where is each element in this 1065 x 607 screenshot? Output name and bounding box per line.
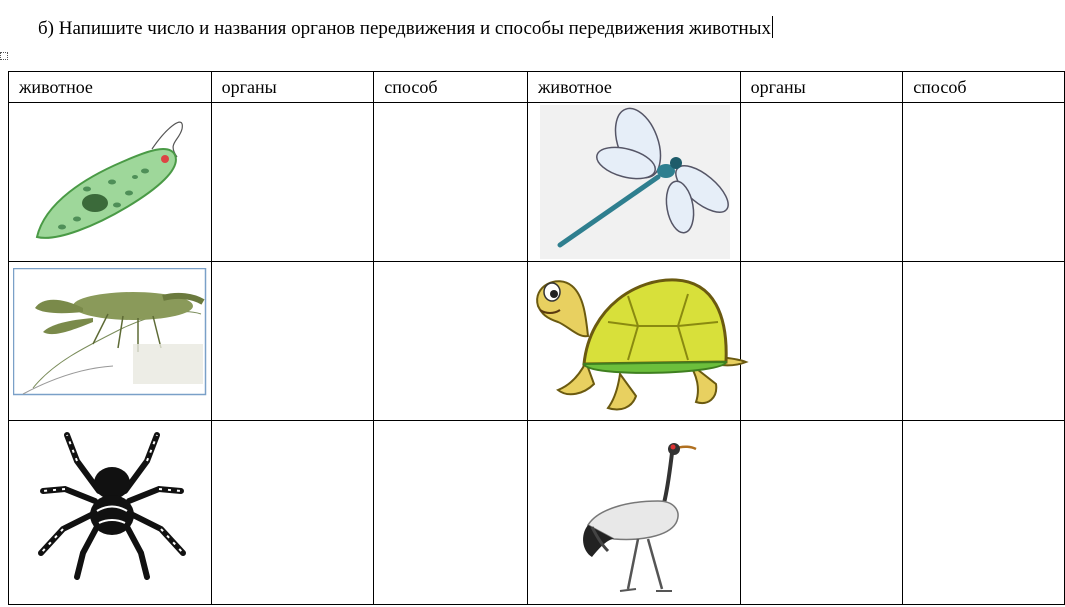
table-row xyxy=(9,262,1065,421)
animal-cell xyxy=(528,262,741,421)
euglena-icon xyxy=(17,107,207,257)
header-organs-1: органы xyxy=(211,72,374,103)
crayfish-icon xyxy=(13,268,207,396)
animal-cell xyxy=(528,103,741,262)
header-animal-1: животное xyxy=(9,72,212,103)
spider-icon xyxy=(37,431,187,581)
organs-answer-cell[interactable] xyxy=(211,103,374,262)
header-method-1: способ xyxy=(374,72,528,103)
task-heading xyxy=(38,16,773,40)
header-organs-2: органы xyxy=(740,72,903,103)
animal-cell xyxy=(528,421,741,605)
method-answer-cell[interactable] xyxy=(903,262,1065,421)
table-row xyxy=(9,103,1065,262)
task-text: б) Напишите число и названия органов передвижения и способы передвижения животных xyxy=(38,18,771,39)
method-answer-cell[interactable] xyxy=(903,103,1065,262)
animal-cell xyxy=(9,421,212,605)
organs-answer-cell[interactable] xyxy=(211,262,374,421)
animal-cell xyxy=(9,103,212,262)
text-cursor xyxy=(772,16,773,38)
organs-answer-cell[interactable] xyxy=(740,103,903,262)
table-header-row xyxy=(9,72,1065,103)
animals-table-wrapper xyxy=(8,71,1065,605)
method-answer-cell[interactable] xyxy=(374,103,528,262)
organs-answer-cell[interactable] xyxy=(740,262,903,421)
organs-answer-cell[interactable] xyxy=(211,421,374,605)
header-method-2: способ xyxy=(903,72,1065,103)
animals-table xyxy=(8,71,1065,605)
table-row xyxy=(9,421,1065,605)
header-animal-2: животное xyxy=(528,72,741,103)
dragonfly-icon xyxy=(540,105,730,259)
organs-answer-cell[interactable] xyxy=(740,421,903,605)
method-answer-cell[interactable] xyxy=(374,421,528,605)
turtle-icon xyxy=(528,266,752,416)
animal-cell xyxy=(9,262,212,421)
method-answer-cell[interactable] xyxy=(903,421,1065,605)
crane-icon xyxy=(578,439,728,599)
table-move-handle[interactable] xyxy=(0,52,8,60)
method-answer-cell[interactable] xyxy=(374,262,528,421)
